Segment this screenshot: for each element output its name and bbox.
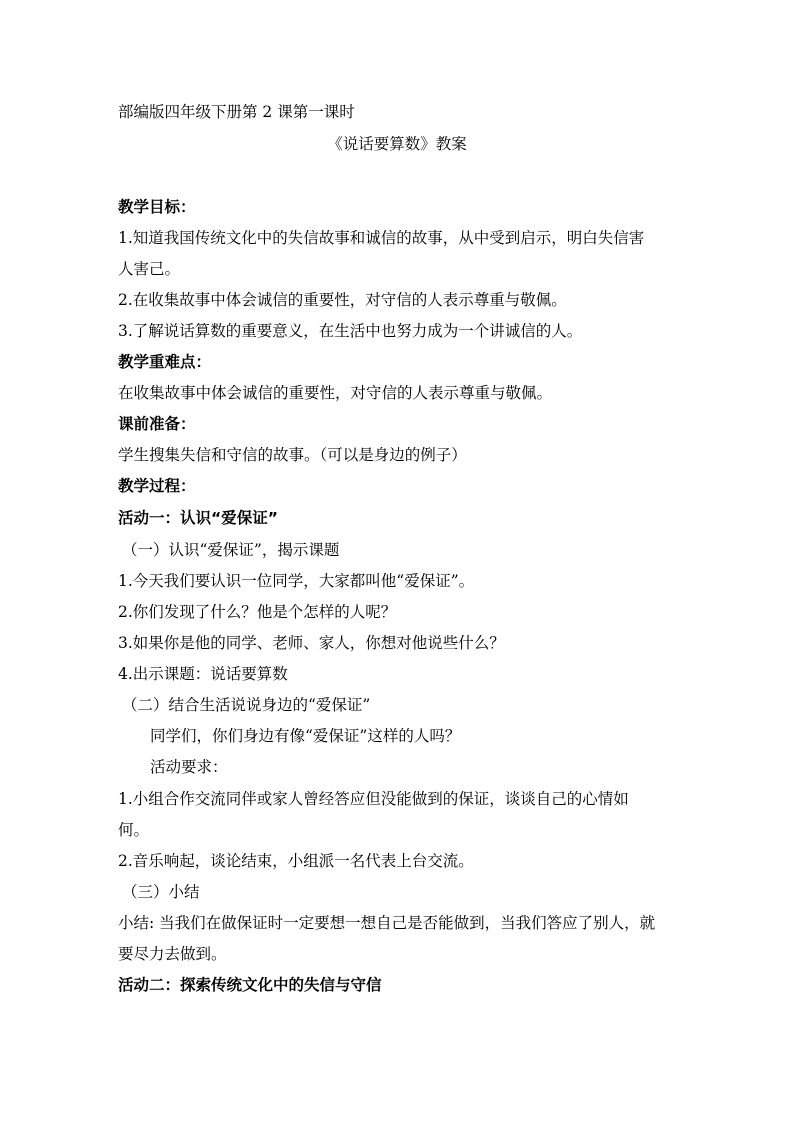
goal-item-1-line-1: 1.知道我国传统文化中的失信故事和诚信的故事，从中受到启示，明白失信害	[118, 229, 645, 247]
section-2-item-1-line-2: 何。	[118, 821, 150, 839]
prep-text: 学生搜集失信和守信的故事。（可以是身边的例子）	[118, 446, 467, 464]
goal-item-1-line-2: 人害己。	[118, 260, 181, 278]
section-3-heading: （三）小结	[122, 883, 200, 901]
section-2-item-1-line-1: 1.小组合作交流同伴或家人曾经答应但没能做到的保证，谈谈自己的心情如	[118, 790, 629, 808]
section-2-paragraph-1: 同学们，你们身边有像“爱保证”这样的人吗？	[150, 727, 461, 745]
section-1-heading: （一）认识“爱保证”，揭示课题	[122, 541, 340, 559]
section-1-item-3: 3.如果你是他的同学、老师、家人，你想对他说些什么？	[118, 634, 505, 652]
activity-2-heading: 活动二：探索传统文化中的失信与守信	[118, 976, 382, 994]
process-heading: 教学过程：	[118, 477, 196, 495]
section-1-item-2: 2.你们发现了什么？他是个怎样的人呢？	[118, 603, 397, 621]
key-points-text: 在收集故事中体会诚信的重要性，对守信的人表示尊重与敬佩。	[118, 384, 553, 402]
section-2-item-2: 2.音乐响起，谈论结束，小组派一名代表上台交流。	[118, 852, 474, 870]
section-1-item-1: 1.今天我们要认识一位同学，大家都叫他“爱保证”。	[118, 572, 475, 590]
document-title: 《说话要算数》教案	[327, 135, 467, 153]
goal-item-3: 3.了解说话算数的重要意义，在生活中也努力成为一个讲诚信的人。	[118, 322, 583, 340]
summary-line-2: 要尽力去做到。	[118, 945, 227, 963]
header-line: 部编版四年级下册第 2 课第一课时	[118, 103, 355, 121]
key-points-heading: 教学重难点：	[118, 353, 212, 371]
activity-1-heading: 活动一：认识“爱保证”	[118, 509, 278, 527]
section-2-heading: （二）结合生活说说身边的“爱保证”	[122, 696, 371, 714]
section-2-paragraph-2: 活动要求：	[150, 758, 228, 776]
prep-heading: 课前准备：	[118, 415, 196, 433]
section-1-item-4: 4.出示课题：说话要算数	[118, 665, 288, 683]
goals-heading: 教学目标：	[118, 198, 196, 216]
goal-item-2: 2.在收集故事中体会诚信的重要性，对守信的人表示尊重与敬佩。	[118, 291, 567, 309]
summary-line-1: 小结: 当我们在做保证时一定要想一想自己是否能做到，当我们答应了别人，就	[118, 914, 656, 932]
